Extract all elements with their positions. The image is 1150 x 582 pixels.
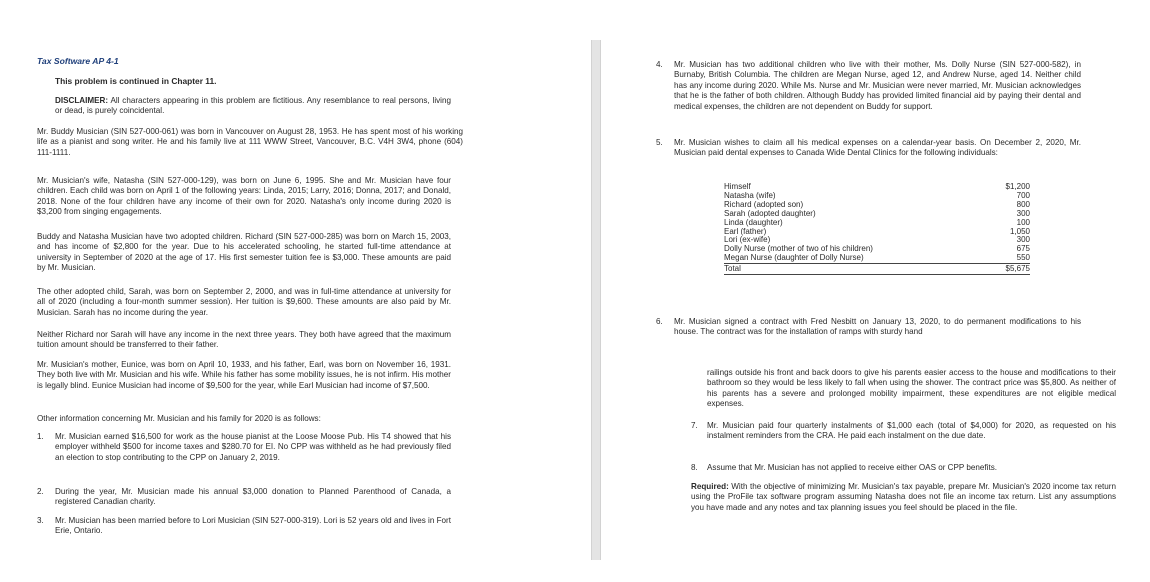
row-name: Linda (daughter)	[724, 217, 783, 227]
item-number: 6.	[656, 317, 663, 326]
item6-continuation: railings outside his front and back doors to give his parents easier access to the house and modifications to their bathroom so they would be less likely to fall when using the shower. The contract price was $5,800. As neither of his parents has a severe and prolonged mobility impairment, these expenditures are not eligible medical expenses.	[707, 368, 1116, 409]
required-label: Required:	[691, 482, 729, 491]
disclaimer-label: DISCLAIMER:	[55, 96, 109, 105]
item-text: Mr. Musician earned $16,500 for work as the house pianist at the Loose Moose Pub. His T4 showed that his employer withheld $500 for income taxes and $280.70 for EI. No CPP was withheld as he had previously filed an election to stop contributing to the CPP on January 2, 2019.	[55, 432, 451, 462]
list-item	[37, 432, 451, 486]
row-amount: 1,050	[1009, 226, 1030, 236]
row-name: Sarah (adopted daughter)	[724, 208, 816, 218]
item-text: Mr. Musician has two additional children who live with their mother, Ms. Dolly Nurse (SIN 527-000-582), in Burnaby, British Columbia. The children are Megan Nurse, aged 12, and Andrew Nurse, aged 14. Neither child has any income during 2020. While Ms. Nurse and Mr. Musician were never married, Mr. Musician acknowledges that he is the father of both children. Although Buddy has provided limited financial aid by paying their dental and medical expenses, the children are not dependent on Buddy for support.	[674, 60, 1081, 111]
paragraph-other-info: Other information concerning Mr. Musician and his family for 2020 is as follows:	[37, 414, 321, 423]
item-number: 5.	[656, 138, 663, 147]
row-name: Natasha (wife)	[724, 190, 776, 200]
list-item	[656, 317, 1081, 339]
item-number: 1.	[37, 432, 44, 441]
list-item	[37, 516, 451, 540]
disclaimer	[55, 96, 451, 117]
row-amount: 800	[1016, 199, 1030, 209]
table-row	[724, 219, 1030, 228]
item-text: Mr. Musician signed a contract with Fred Nesbitt on January 13, 2020, to do permanent modifications to his house. The contract was for the installation of ramps with sturdy hand	[674, 317, 1081, 337]
item-text: During the year, Mr. Musician made his annual $3,000 donation to Planned Parenthood of Canada, a registered Canadian charity.	[55, 487, 451, 507]
row-name: Himself	[724, 182, 751, 191]
paragraph-tuition: Neither Richard nor Sarah will have any income in the next three years. They both have agreed that the maximum tuition amount should be transferred to their father.	[37, 330, 451, 350]
row-name: Megan Nurse (daughter of Dolly Nurse)	[724, 254, 987, 263]
item-text: Assume that Mr. Musician has not applied to receive either OAS or CPP benefits.	[707, 463, 998, 472]
list-item	[691, 421, 1116, 453]
item-text: Mr. Musician wishes to claim all his medical expenses on a calendar-year basis. On December 2, 2020, Mr. Musician paid dental expenses to Canada Wide Dental Clinics for the following individuals:	[674, 138, 1081, 158]
page-gutter	[591, 40, 601, 560]
list-item	[691, 463, 1116, 475]
row-name: Lori (ex-wife)	[724, 235, 771, 245]
problem-title: Tax Software AP 4-1	[37, 56, 119, 66]
item-text: Mr. Musician has been married before to Lori Musician (SIN 527-000-319). Lori is 52 years old and lives in Fort Erie, Ontario.	[55, 516, 451, 536]
total-row	[724, 264, 1030, 275]
table-row	[724, 254, 1030, 263]
row-name: Dolly Nurse (mother of two of his children)	[724, 244, 873, 254]
row-amount: 300	[1016, 208, 1030, 218]
item-number: 2.	[37, 487, 44, 496]
dental-expenses-table	[724, 183, 1030, 275]
paragraph-parents: Mr. Musician's mother, Eunice, was born on April 10, 1933, and his father, Earl, was born on November 16, 1931. They both live with Mr. Musician and his wife. While his father has some mobility issues, he is not infirm. His mother is legally blind. Eunice Musician had income of $9,500 for the year, while Earl Musician had income of $7,500.	[37, 360, 451, 390]
item-text: Mr. Musician paid four quarterly instalments of $1,000 each (total of $4,000) for 2020, as requested on his instalment reminders from the CRA. He paid each instalment on the due date.	[707, 421, 1116, 441]
paragraph-adopted: Buddy and Natasha Musician have two adopted children. Richard (SIN 527-000-285) was born on March 15, 2003, and has income of $2,800 for the year. Due to his accelerated schooling, he started full-time attendance at university in September of 2020 at the age of 17. His first semester tuition fee is $3,000. These amounts are paid by Mr. Musician.	[37, 232, 451, 273]
item-number: 7.	[691, 421, 698, 430]
row-amount: $1,200	[1005, 182, 1030, 191]
list-item	[656, 60, 1081, 132]
item-number: 3.	[37, 516, 44, 525]
row-amount: 675	[1016, 244, 1030, 254]
continued-note: This problem is continued in Chapter 11.	[55, 76, 217, 86]
row-name: Richard (adopted son)	[724, 199, 804, 209]
row-amount: 300	[1016, 235, 1030, 245]
item-number: 8.	[691, 463, 698, 472]
total-label: Total	[724, 264, 987, 275]
paragraph-intro: Mr. Buddy Musician (SIN 527-000-061) was born in Vancouver on August 28, 1953. He has spent most of his working life as a pianist and song writer. He and his family live at 111 WWW Street, Vancouver, B.C. V4H 3W4, phone (604) 111-1111.	[37, 127, 463, 157]
row-amount: 100	[1016, 217, 1030, 227]
paragraph-wife: Mr. Musician's wife, Natasha (SIN 527-000-129), was born on June 6, 1995. She and Mr. Musician have four children. Each child was born on April 1 of the following years: Linda, 2015; Larry, 2016; Donna, 2017; and Donald, 2018. None of the four children have any income of their own for 2020. Natasha's only income during 2020 is $3,200 from singing engagements.	[37, 176, 451, 217]
required-section	[691, 482, 1116, 513]
item-number: 4.	[656, 60, 663, 69]
required-text: With the objective of minimizing Mr. Musician's tax payable, prepare Mr. Musician's 2020 income tax return using the ProFile tax software program assuming Natasha does not file an income tax return. List any assumptions you have made and any notes and tax planning issues you feel should be placed in the file.	[691, 482, 1116, 512]
list-item	[37, 487, 451, 511]
total-amount: $5,675	[987, 264, 1030, 275]
row-amount: 700	[1016, 190, 1030, 200]
disclaimer-text: All characters appearing in this problem are fictitious. Any resemblance to real persons, living or dead, is purely coincidental.	[55, 96, 451, 116]
list-item	[656, 138, 1081, 172]
paragraph-sarah: The other adopted child, Sarah, was born on September 2, 2000, and was in full-time attendance at university for all of 2020 (including a four-month summer session). Her tuition is $9,600. These amounts are also paid by Mr. Musician. Sarah has no income during the year.	[37, 287, 451, 317]
row-name: Earl (father)	[724, 226, 767, 236]
row-amount: 550	[987, 254, 1030, 263]
